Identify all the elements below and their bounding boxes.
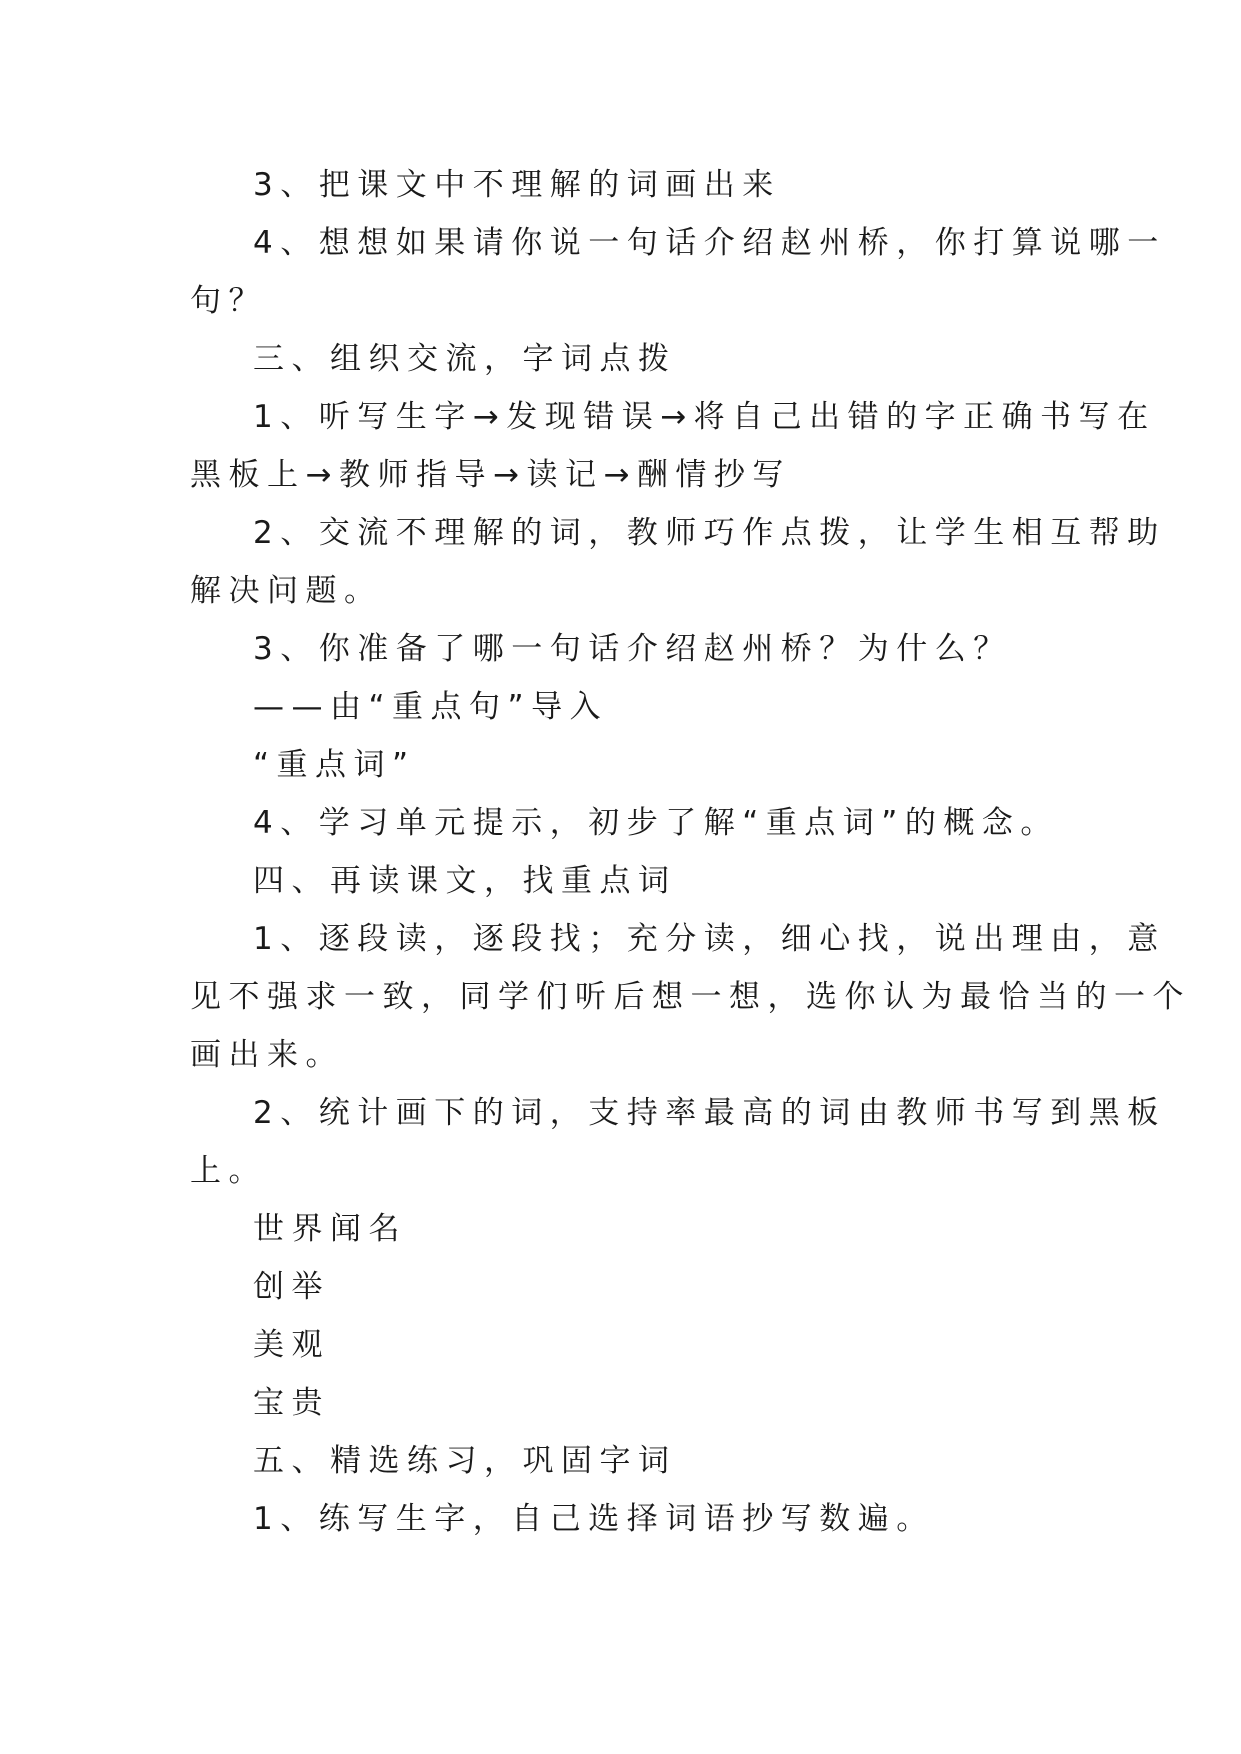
keyword-item: 创举 (253, 1269, 330, 1305)
text-line: 句？ (190, 283, 267, 319)
text-line: 见不强求一致，同学们听后想一想，选你认为最恰当的一个 (190, 979, 1191, 1015)
text-line: ——由“重点句”导入 (253, 689, 609, 725)
keyword-item: 美观 (253, 1327, 330, 1363)
section-heading: 四、再读课文，找重点词 (253, 863, 677, 899)
text-line: 3、你准备了哪一句话介绍赵州桥？为什么？ (253, 631, 1012, 667)
text-line: 上。 (190, 1153, 267, 1189)
text-line: 画出来。 (190, 1037, 344, 1073)
text-line: 1、听写生字→发现错误→将自己出错的字正确书写在 (253, 399, 1156, 435)
keyword-item: 世界闻名 (253, 1211, 407, 1247)
text-line: 解决问题。 (190, 573, 383, 609)
text-line: 4、想想如果请你说一句话介绍赵州桥，你打算说哪一 (253, 225, 1166, 261)
section-heading: 五、精选练习，巩固字词 (253, 1443, 677, 1479)
text-line: 4、学习单元提示，初步了解“重点词”的概念。 (253, 805, 1059, 841)
keyword-item: 宝贵 (253, 1385, 330, 1421)
text-line: 3、把课文中不理解的词画出来 (253, 167, 781, 203)
text-line: “重点词” (253, 747, 416, 783)
text-line: 1、逐段读，逐段找；充分读，细心找，说出理由，意 (253, 921, 1166, 957)
text-line: 2、统计画下的词，支持率最高的词由教师书写到黑板 (253, 1095, 1166, 1131)
text-line: 2、交流不理解的词，教师巧作点拨，让学生相互帮助 (253, 515, 1166, 551)
text-line: 黑板上→教师指导→读记→酬情抄写 (190, 457, 791, 493)
text-line: 1、练写生字，自己选择词语抄写数遍。 (253, 1501, 935, 1537)
section-heading: 三、组织交流，字词点拨 (253, 341, 677, 377)
